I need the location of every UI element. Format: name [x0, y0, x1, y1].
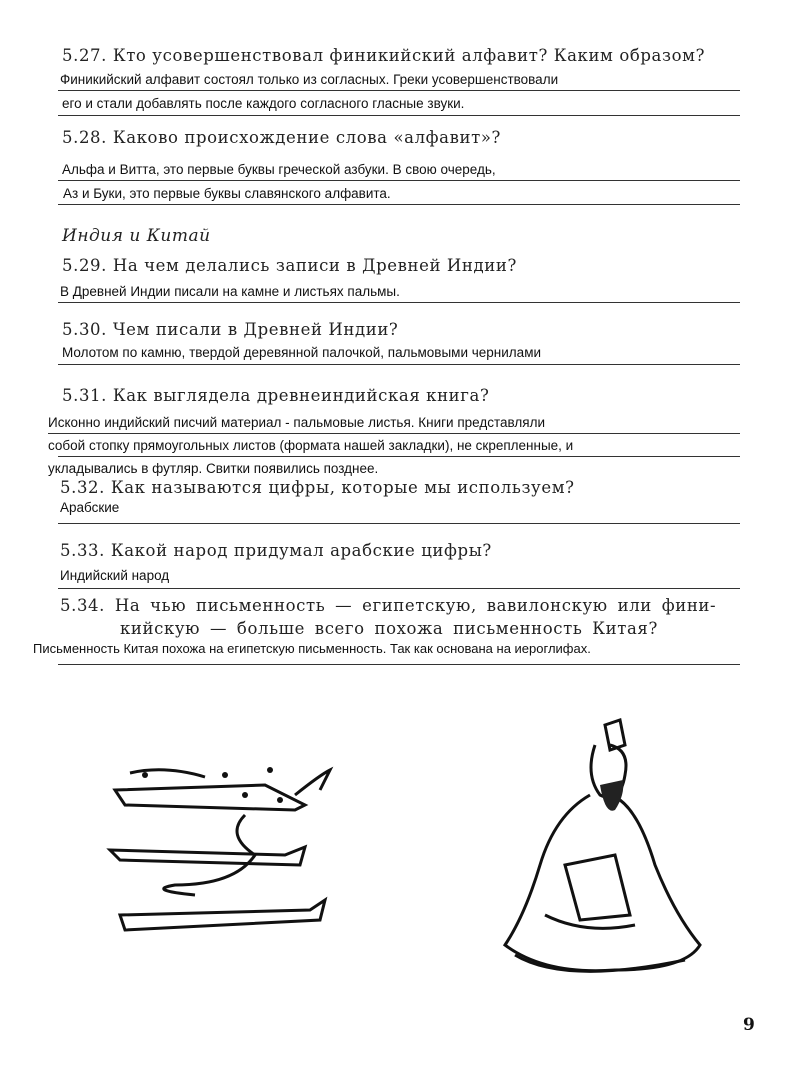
question-5-34-line-1: 5.34. На чью письменность — египетскую, вавилонскую или фини-	[60, 596, 717, 615]
answer-line	[58, 364, 740, 365]
answer-line	[58, 180, 740, 181]
answer-5-27-line-1: Финикийский алфавит состоял только из согласных. Греки усовершенствовали	[60, 72, 559, 87]
answer-5-31-line-3: укладывались в футляр. Свитки появились позднее.	[48, 461, 379, 476]
answer-line	[58, 115, 740, 116]
answer-line	[58, 523, 740, 524]
question-5-33: 5.33. Какой народ придумал арабские цифры?	[60, 541, 492, 560]
question-5-29: 5.29. На чем делались записи в Древней Индии?	[62, 256, 517, 275]
answer-line	[58, 588, 740, 589]
answer-line	[48, 433, 740, 434]
answer-5-32: Арабские	[60, 500, 120, 515]
question-5-28: 5.28. Каково происхождение слова «алфавит»?	[62, 128, 501, 147]
page-number: 9	[743, 1015, 755, 1035]
section-title: Индия и Китай	[62, 226, 211, 246]
question-5-31: 5.31. Как выглядела древнеиндийская книга?	[62, 386, 490, 405]
question-5-34-line-2: кийскую — больше всего похожа письменность Китая?	[120, 619, 658, 638]
answer-5-28-line-1: Альфа и Витта, это первые буквы греческой азбуки. В свою очередь,	[62, 162, 496, 177]
answer-5-28-line-2: Аз и Буки, это первые буквы славянского алфавита.	[63, 186, 391, 201]
answer-line	[58, 302, 740, 303]
answer-5-31-line-1: Исконно индийский писчий материал - пальмовые листья. Книги представляли	[48, 415, 546, 430]
question-5-32: 5.32. Как называются цифры, которые мы используем?	[60, 478, 575, 497]
answer-5-34: Письменность Китая похожа на египетскую письменность. Так как основана на иероглифах.	[33, 641, 591, 656]
question-5-30: 5.30. Чем писали в Древней Индии?	[62, 320, 399, 339]
answer-line	[58, 456, 740, 457]
answer-5-27-line-2: его и стали добавлять после каждого согласного гласные звуки.	[62, 96, 465, 111]
seated-scholar-illustration	[485, 715, 715, 990]
answer-line	[58, 204, 740, 205]
palm-leaf-book-illustration	[105, 755, 345, 945]
answer-5-29: В Древней Индии писали на камне и листьях пальмы.	[60, 284, 400, 299]
answer-line	[58, 90, 740, 91]
question-5-27: 5.27. Кто усовершенствовал финикийский алфавит? Каким образом?	[62, 46, 706, 65]
answer-5-33: Индийский народ	[60, 568, 170, 583]
answer-line	[58, 664, 740, 665]
answer-5-30: Молотом по камню, твердой деревянной палочкой, пальмовыми чернилами	[62, 345, 542, 360]
answer-5-31-line-2: собой стопку прямоугольных листов (формата нашей закладки), не скрепленные, и	[48, 438, 574, 453]
